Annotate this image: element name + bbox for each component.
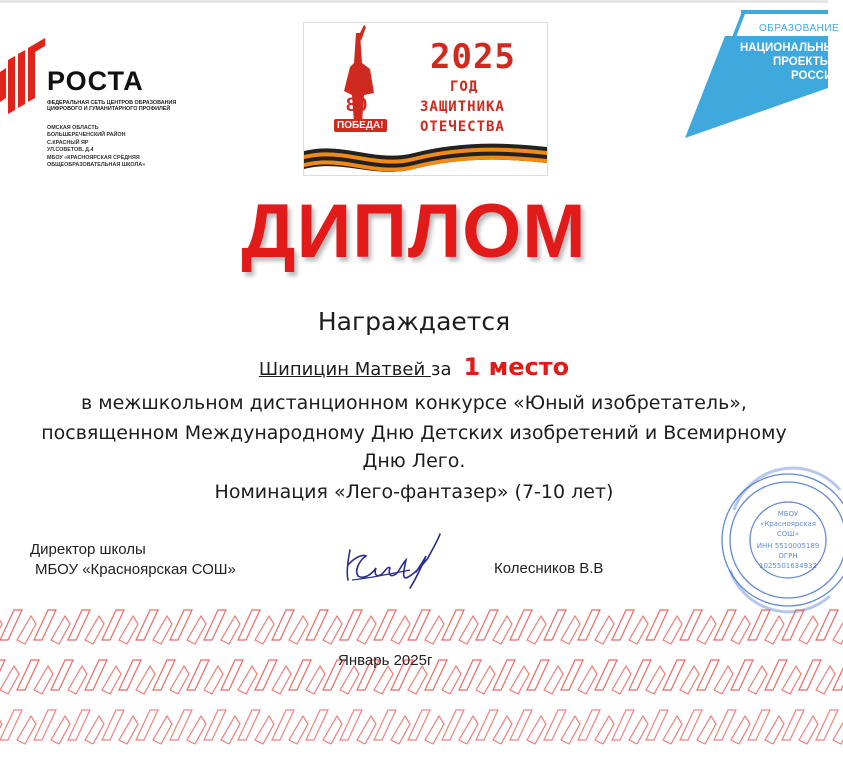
pattern-chevron xyxy=(357,716,376,744)
stamp-line: МБОУ xyxy=(777,510,799,518)
rosta-address xyxy=(47,125,197,169)
pattern-chevron xyxy=(68,666,87,694)
pattern-chevron xyxy=(595,660,617,690)
pattern-chevron xyxy=(306,710,328,740)
pattern-chevron xyxy=(527,616,546,644)
pattern-chevron xyxy=(272,710,294,740)
signer-name: Колесников В.В xyxy=(494,560,604,577)
pattern-chevron xyxy=(119,660,141,690)
pattern-chevron xyxy=(153,660,175,690)
pattern-chevron xyxy=(527,716,546,744)
pattern-chevron xyxy=(238,666,257,694)
awarded-label: Награждается xyxy=(317,307,511,336)
national-projects-line-1: НАЦИОНАЛЬНЫЕ xyxy=(740,42,843,54)
pattern-chevron xyxy=(374,666,393,694)
pattern-chevron xyxy=(119,616,138,644)
diploma-title: ДИПЛОМ xyxy=(241,189,587,274)
address-line: БОЛЬШЕРЕЧЕНСКИЙ РАЙОН xyxy=(47,132,126,139)
recipient-for: за xyxy=(430,359,452,380)
pattern-chevron xyxy=(289,716,308,744)
handwritten-signature xyxy=(340,530,450,590)
pattern-chevron xyxy=(544,710,566,740)
pattern-chevron xyxy=(34,666,53,694)
pattern-chevron xyxy=(510,710,532,740)
rosta-subtitle: ФЕДЕРАЛЬНАЯ СЕТЬ ЦЕНТРОВ ОБРАЗОВАНИЯ ЦИФРОВОГО И ГУМАНИТАРНОГО ПРОФИЛЕЙ xyxy=(47,100,177,113)
stamp-line: ИНН 5510005189 xyxy=(756,542,820,550)
pattern-chevron xyxy=(323,716,342,744)
decorative-chevron-pattern xyxy=(0,600,828,763)
pattern-chevron xyxy=(170,610,192,640)
pattern-chevron xyxy=(17,660,39,690)
rosta-logo xyxy=(0,30,200,180)
pattern-chevron xyxy=(289,660,311,690)
emblem-80-badge: 80 xyxy=(346,95,368,116)
pattern-chevron xyxy=(646,710,668,740)
pattern-chevron xyxy=(833,616,843,644)
pattern-chevron xyxy=(578,666,597,694)
pattern-chevron xyxy=(136,666,155,694)
pattern-chevron xyxy=(765,716,784,744)
pattern-chevron xyxy=(527,660,549,690)
address-line: ОМСКАЯ ОБЛАСТЬ xyxy=(47,125,99,131)
pattern-chevron xyxy=(153,616,172,644)
pattern-chevron xyxy=(221,660,243,690)
recipient-name: Шипицин Матвей xyxy=(258,359,431,380)
pattern-chevron xyxy=(68,610,90,640)
pattern-chevron xyxy=(425,716,444,744)
address-line: ОБЩЕОБРАЗОВАТЕЛЬНАЯ ШКОЛА» xyxy=(47,162,146,169)
description-line-3: Дню Лего. xyxy=(362,450,466,472)
pattern-chevron xyxy=(255,660,277,690)
pattern-chevron xyxy=(612,710,634,740)
pattern-chevron xyxy=(85,660,107,690)
pattern-chevron xyxy=(493,716,512,744)
pattern-chevron xyxy=(408,610,430,640)
pattern-chevron xyxy=(170,710,192,740)
signer-position xyxy=(30,540,236,580)
pattern-chevron xyxy=(765,616,784,644)
pattern-chevron xyxy=(629,616,648,644)
pattern-chevron xyxy=(799,616,818,644)
pattern-chevron xyxy=(816,710,838,740)
school-stamp xyxy=(720,470,828,610)
national-projects-line-2: ПРОЕКТЫ xyxy=(773,56,831,68)
pattern-chevron xyxy=(204,666,223,694)
pattern-chevron xyxy=(663,660,685,690)
pattern-chevron xyxy=(136,610,158,640)
pattern-chevron xyxy=(595,716,614,744)
pattern-chevron xyxy=(561,660,583,690)
pattern-chevron xyxy=(119,716,138,744)
pattern-chevron xyxy=(425,616,444,644)
pattern-chevron xyxy=(187,660,209,690)
pattern-chevron xyxy=(765,660,787,690)
pattern-chevron xyxy=(697,616,716,644)
emblem-line-1: ГОД xyxy=(450,79,479,95)
pattern-chevron xyxy=(102,666,121,694)
pattern-chevron xyxy=(85,616,104,644)
pattern-chevron xyxy=(374,610,396,640)
pattern-chevron xyxy=(833,716,843,744)
pattern-chevron xyxy=(255,616,274,644)
description-line-1: в межшкольном дистанционном конкурсе «Юный изобретатель», xyxy=(81,392,747,414)
pattern-chevron xyxy=(34,710,56,740)
pattern-chevron xyxy=(340,666,359,694)
address-line: УЛ.СОВЕТОВ, Д.4 xyxy=(47,147,94,154)
pattern-chevron xyxy=(731,660,753,690)
nomination-line: Номинация «Лего-фантазер» (7-10 лет) xyxy=(214,481,614,503)
signer-position-line-2: МБОУ «Красноярская СОШ» xyxy=(35,561,236,578)
pattern-chevron xyxy=(578,610,600,640)
pattern-chevron xyxy=(153,716,172,744)
pattern-chevron xyxy=(680,610,702,640)
stamp-line: 1025501634932 xyxy=(759,562,817,570)
pattern-chevron xyxy=(782,666,801,694)
issue-date: Январь 2025г xyxy=(338,652,433,669)
pattern-chevron xyxy=(17,716,36,744)
pattern-chevron xyxy=(476,610,498,640)
pattern-chevron xyxy=(697,660,719,690)
pattern-chevron xyxy=(187,716,206,744)
pattern-chevron xyxy=(204,710,226,740)
pattern-chevron xyxy=(476,666,495,694)
address-line: МБОУ «КРАСНОЯРСКАЯ СРЕДНЯЯ xyxy=(47,154,140,161)
pattern-chevron xyxy=(459,616,478,644)
emblem-line-3: ОТЕЧЕСТВА xyxy=(420,119,505,135)
pattern-chevron xyxy=(51,616,70,644)
pattern-chevron xyxy=(272,610,294,640)
top-border xyxy=(0,0,828,3)
pattern-chevron xyxy=(714,610,736,640)
pattern-chevron xyxy=(459,660,481,690)
stamp-line: СОШ» xyxy=(776,530,800,538)
pattern-chevron xyxy=(391,616,410,644)
emblem-year: 2025 xyxy=(430,37,516,77)
pattern-chevron xyxy=(731,716,750,744)
pattern-chevron xyxy=(102,610,124,640)
pattern-chevron xyxy=(646,666,665,694)
pattern-chevron xyxy=(306,610,328,640)
pattern-chevron xyxy=(799,660,821,690)
description-line-2: посвященном Международному Дню Детских изобретений и Всемирному xyxy=(41,422,787,444)
pattern-chevron xyxy=(374,710,396,740)
pattern-chevron xyxy=(238,610,260,640)
pattern-chevron xyxy=(51,716,70,744)
pattern-chevron xyxy=(272,666,291,694)
year-of-defender-emblem xyxy=(303,22,548,176)
pattern-chevron xyxy=(459,716,478,744)
pattern-chevron xyxy=(748,610,770,640)
pattern-chevron xyxy=(493,660,515,690)
pattern-chevron xyxy=(799,716,818,744)
stamp-line: «Красноярская xyxy=(760,520,816,528)
pattern-chevron xyxy=(731,616,750,644)
pattern-chevron xyxy=(306,666,325,694)
pattern-chevron xyxy=(493,616,512,644)
pattern-chevron xyxy=(0,610,22,640)
emblem-victory-badge: ПОБЕДА! xyxy=(334,119,387,132)
pattern-chevron xyxy=(0,710,22,740)
pattern-chevron xyxy=(408,710,430,740)
pattern-chevron xyxy=(714,710,736,740)
pattern-chevron xyxy=(510,666,529,694)
pattern-chevron xyxy=(646,610,668,640)
pattern-chevron xyxy=(255,716,274,744)
pattern-chevron xyxy=(0,666,19,694)
pattern-chevron xyxy=(629,660,651,690)
emblem-line-2: ЗАЩИТНИКА xyxy=(420,99,505,115)
pattern-chevron xyxy=(714,666,733,694)
address-line: С.КРАСНЫЙ ЯР xyxy=(47,139,89,146)
rosta-emblem-icon xyxy=(0,38,46,118)
pattern-chevron xyxy=(340,610,362,640)
pattern-chevron xyxy=(442,710,464,740)
pattern-chevron xyxy=(34,610,56,640)
pattern-chevron xyxy=(51,660,73,690)
pattern-chevron xyxy=(544,666,563,694)
pattern-chevron xyxy=(340,710,362,740)
pattern-chevron xyxy=(697,716,716,744)
pattern-chevron xyxy=(136,710,158,740)
pattern-chevron xyxy=(85,716,104,744)
pattern-chevron xyxy=(17,616,36,644)
pattern-chevron xyxy=(663,716,682,744)
pattern-chevron xyxy=(595,616,614,644)
pattern-chevron xyxy=(680,710,702,740)
pattern-chevron xyxy=(323,616,342,644)
stamp-line: ОГРН xyxy=(778,552,798,560)
pattern-chevron xyxy=(221,616,240,644)
pattern-chevron xyxy=(476,710,498,740)
pattern-chevron xyxy=(170,666,189,694)
pattern-chevron xyxy=(816,610,838,640)
pattern-chevron xyxy=(221,716,240,744)
place-award: 1 место xyxy=(463,353,570,381)
pattern-chevron xyxy=(629,716,648,744)
national-projects-line-3: РОССИИ xyxy=(791,70,841,82)
pattern-chevron xyxy=(782,610,804,640)
pattern-chevron xyxy=(782,710,804,740)
pattern-chevron xyxy=(561,716,580,744)
pattern-chevron xyxy=(680,666,699,694)
pattern-chevron xyxy=(442,666,461,694)
pattern-chevron xyxy=(561,616,580,644)
pattern-chevron xyxy=(391,716,410,744)
pattern-chevron xyxy=(102,710,124,740)
pattern-chevron xyxy=(187,616,206,644)
pattern-chevron xyxy=(612,666,631,694)
pattern-chevron xyxy=(289,616,308,644)
pattern-chevron xyxy=(357,616,376,644)
pattern-chevron xyxy=(442,610,464,640)
pattern-chevron xyxy=(748,710,770,740)
pattern-chevron xyxy=(578,710,600,740)
rosta-name: РОСТА xyxy=(47,66,144,96)
pattern-chevron xyxy=(748,666,767,694)
signer-position-line-1: Директор школы xyxy=(30,541,146,558)
pattern-chevron xyxy=(612,610,634,640)
pattern-chevron xyxy=(408,666,427,694)
national-projects-logo xyxy=(685,10,843,140)
recipient-line xyxy=(0,353,828,381)
national-projects-top-label: ОБРАЗОВАНИЕ xyxy=(759,23,840,34)
pattern-chevron xyxy=(238,710,260,740)
pattern-chevron xyxy=(544,610,566,640)
pattern-chevron xyxy=(510,610,532,640)
pattern-chevron xyxy=(663,616,682,644)
pattern-chevron xyxy=(204,610,226,640)
pattern-chevron xyxy=(816,666,835,694)
pattern-chevron xyxy=(68,710,90,740)
